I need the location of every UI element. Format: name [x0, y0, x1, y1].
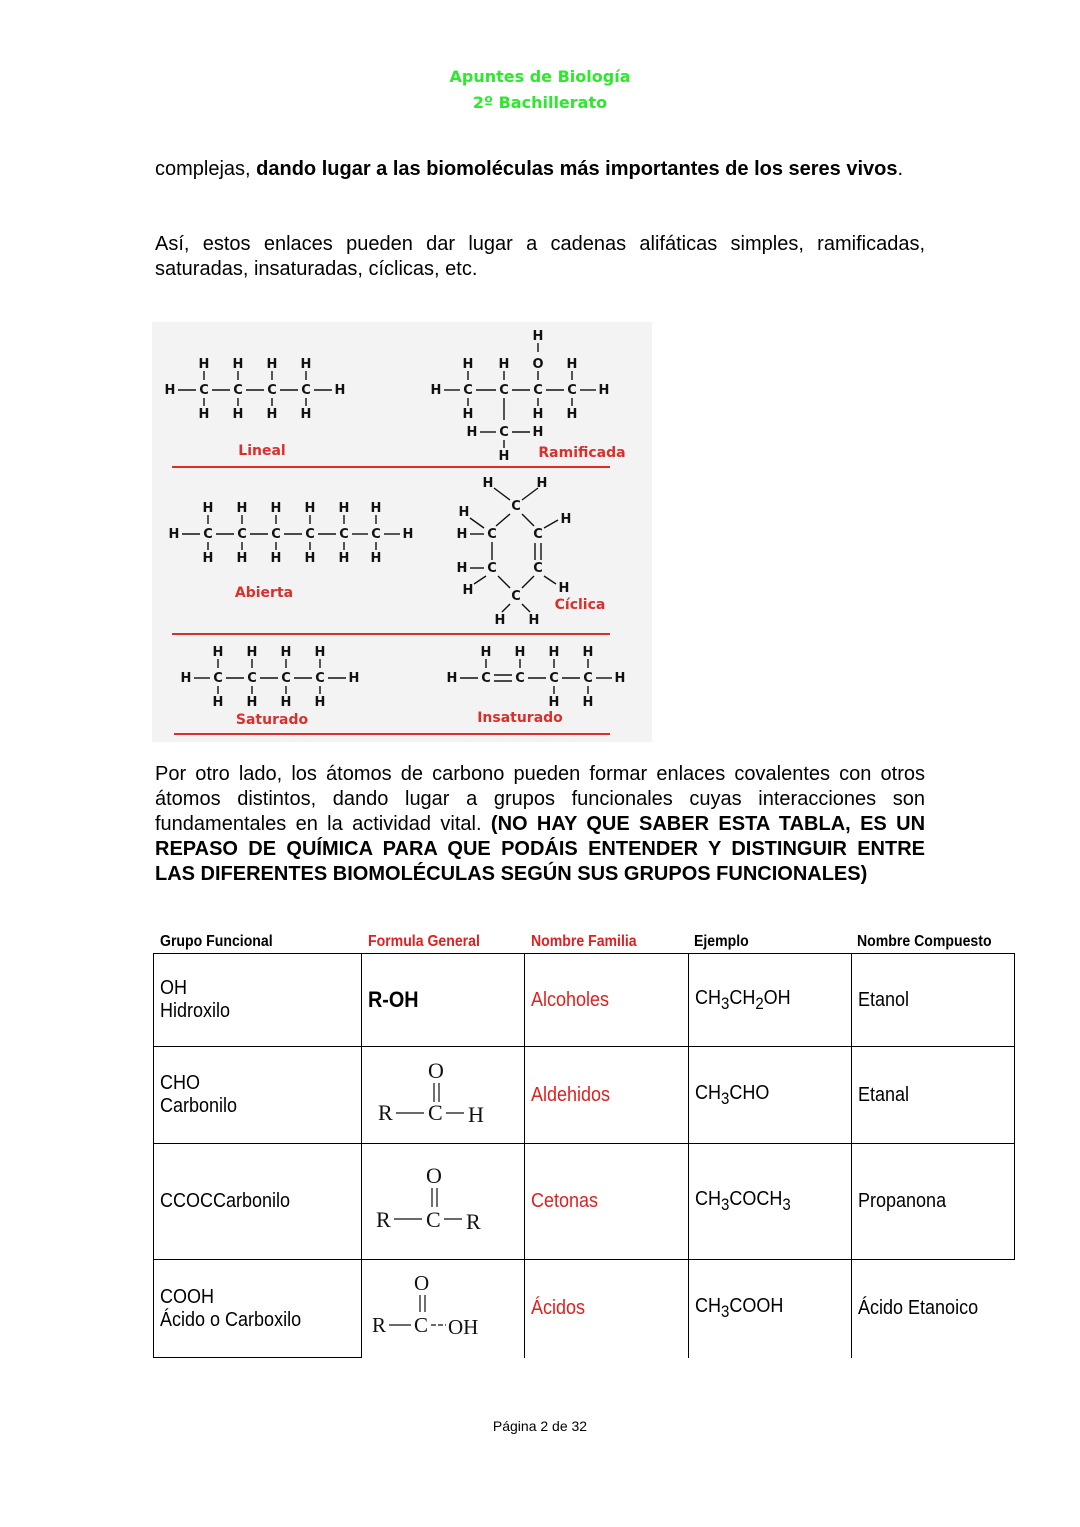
svg-text:H: H [548, 695, 560, 710]
table-row [154, 1260, 1015, 1358]
compound-name: Propanona [857, 1190, 946, 1212]
svg-text:H: H [370, 551, 382, 566]
svg-text:H: H [462, 407, 474, 422]
label-saturado: Saturado [235, 712, 309, 728]
svg-text:H: H [494, 613, 506, 628]
paragraph-3-bold: (NO HAY QUE SABER ESTA TABLA, ES UN REPASO DE QUÍMICA PARA QUE PODÁIS ENTENDER Y DISTINGUIR ENTRE LAS DIFERENTES BIOMOLÉCULAS SEGÚN SUS GRUPOS FUNCIONALES) [155, 813, 926, 885]
svg-text:H: H [462, 583, 474, 598]
group-code: COOH [160, 1285, 214, 1308]
svg-text:H: H [598, 383, 610, 398]
svg-text:H: H [198, 357, 210, 372]
svg-text:H: H [180, 671, 192, 686]
svg-text:H: H [270, 501, 282, 516]
compound-cell [851, 1144, 1014, 1260]
table-row [154, 1144, 1015, 1260]
header-grupo-funcional: Grupo Funcional [160, 933, 273, 950]
svg-text:H: H [168, 527, 180, 542]
example-formula: $CH_3COOH$ [694, 1295, 783, 1322]
header-formula-general: Formula General [368, 933, 480, 950]
carbon-chains-figure [152, 322, 652, 742]
svg-text:H: H [202, 551, 214, 566]
svg-text:H: H [212, 645, 224, 660]
svg-text:C: C [499, 425, 509, 440]
svg-text:H: H [314, 695, 326, 710]
svg-text:C: C [549, 671, 559, 686]
svg-text:C: C [281, 671, 291, 686]
svg-text:H: H [558, 581, 570, 596]
svg-text:C: C [481, 671, 491, 686]
svg-text:H: H [300, 407, 312, 422]
group-cell [154, 954, 362, 1047]
compound-cell [851, 1260, 1014, 1358]
family-cell [525, 1260, 688, 1358]
svg-text:H: H [304, 551, 316, 566]
formula-cell [362, 954, 525, 1047]
svg-text:H: H [566, 357, 578, 372]
svg-text:H: H [246, 695, 258, 710]
svg-text:H: H [482, 476, 494, 491]
svg-text:H: H [560, 512, 572, 527]
aldehyde-formula [368, 1052, 508, 1132]
paragraph-1-bold: dando lugar a las biomoléculas más importantes de los seres vivos [256, 158, 898, 180]
svg-text:H: H [280, 645, 292, 660]
family-name: Alcoholes [531, 988, 610, 1011]
svg-text:H: H [458, 505, 470, 520]
paragraph-1 [155, 157, 925, 182]
svg-text:R: R [378, 1100, 393, 1125]
svg-text:O: O [426, 1162, 443, 1188]
page-footer: Página 2 de 32 [492, 1418, 588, 1434]
svg-text:O: O [414, 1270, 430, 1295]
svg-text:H: H [164, 383, 176, 398]
svg-text:H: H [566, 407, 578, 422]
svg-text:H: H [334, 383, 346, 398]
svg-text:H: H [468, 1102, 485, 1127]
svg-text:H: H [536, 476, 548, 491]
group-code: CHO [160, 1072, 201, 1094]
svg-text:H: H [456, 527, 468, 542]
svg-text:H: H [370, 501, 382, 516]
svg-text:C: C [371, 527, 381, 542]
svg-text:C: C [533, 527, 543, 542]
family-name: Cetonas [531, 1190, 599, 1212]
table-header [160, 933, 1020, 955]
svg-text:H: H [446, 671, 458, 686]
svg-text:H: H [532, 425, 544, 440]
svg-text:C: C [533, 561, 543, 576]
svg-text:H: H [548, 645, 560, 660]
formula-cell [362, 1047, 525, 1144]
table-row [154, 1047, 1015, 1144]
svg-text:O: O [428, 1058, 445, 1083]
paragraph-1-end: . [897, 158, 904, 180]
svg-text:C: C [414, 1312, 429, 1337]
svg-text:H: H [280, 695, 292, 710]
group-code: OH [160, 977, 187, 999]
group-name: CCOCCarbonilo [160, 1190, 291, 1212]
svg-text:H: H [198, 407, 210, 422]
svg-text:O: O [532, 357, 544, 372]
compound-cell [851, 1047, 1014, 1144]
svg-text:H: H [314, 645, 326, 660]
compound-name: Etanol [857, 988, 909, 1011]
example-formula: $CH_3COCH_3$ [694, 1188, 791, 1214]
compound-cell [851, 954, 1014, 1047]
group-name: Ácido o Carboxilo [160, 1308, 302, 1331]
svg-text:C: C [487, 561, 497, 576]
svg-text:C: C [271, 527, 281, 542]
svg-text:H: H [514, 645, 526, 660]
svg-text:C: C [567, 383, 577, 398]
svg-text:C: C [305, 527, 315, 542]
svg-text:H: H [236, 551, 248, 566]
svg-text:H: H [236, 501, 248, 516]
svg-text:H: H [338, 551, 350, 566]
formula-cell [362, 1144, 525, 1260]
svg-text:H: H [348, 671, 360, 686]
header-title: Apuntes de Biología [449, 67, 631, 86]
svg-text:H: H [232, 407, 244, 422]
paragraph-2: Así, estos enlaces pueden dar lugar a cadenas alifáticas simples, ramificadas, saturadas, insaturadas, cíclicas, etc. [155, 233, 925, 280]
svg-text:C: C [315, 671, 325, 686]
family-cell [525, 1144, 688, 1260]
svg-text:H: H [270, 551, 282, 566]
example-cell [688, 1260, 851, 1358]
svg-text:C: C [511, 589, 521, 604]
group-cell [154, 1047, 362, 1144]
svg-text:H: H [498, 449, 510, 464]
example-cell [688, 1144, 851, 1260]
group-cell [154, 1260, 362, 1358]
group-name: Hidroxilo [160, 1000, 231, 1022]
svg-text:C: C [428, 1100, 443, 1125]
svg-text:H: H [338, 501, 350, 516]
svg-text:H: H [582, 695, 594, 710]
svg-text:H: H [498, 357, 510, 372]
svg-text:H: H [462, 357, 474, 372]
svg-text:H: H [582, 645, 594, 660]
carboxylic-acid-formula [368, 1268, 508, 1344]
header-ejemplo: Ejemplo [694, 933, 749, 950]
svg-text:H: H [202, 501, 214, 516]
label-abierta: Abierta [234, 585, 294, 601]
svg-text:R: R [372, 1312, 387, 1337]
compound-name: Etanal [857, 1083, 909, 1106]
svg-text:C: C [426, 1206, 441, 1232]
svg-text:H: H [614, 671, 626, 686]
svg-text:H: H [430, 383, 442, 398]
compound-name: Ácido Etanoico [857, 1297, 978, 1320]
svg-text:C: C [511, 499, 521, 514]
svg-text:C: C [247, 671, 257, 686]
svg-text:C: C [583, 671, 593, 686]
svg-text:H: H [300, 357, 312, 372]
svg-text:H: H [266, 407, 278, 422]
svg-text:H: H [266, 357, 278, 372]
svg-text:R: R [376, 1206, 391, 1232]
table-row [154, 954, 1015, 1047]
svg-text:C: C [213, 671, 223, 686]
example-formula: $CH_3CH_2OH$ [694, 986, 791, 1013]
label-insaturado: Insaturado [477, 710, 563, 726]
svg-text:H: H [402, 527, 414, 542]
example-cell [688, 954, 851, 1047]
paragraph-3 [155, 762, 925, 887]
formula-text: R-OH [368, 987, 419, 1012]
svg-text:C: C [233, 383, 243, 398]
header-nombre-compuesto: Nombre Compuesto [857, 933, 992, 950]
example-cell [688, 1047, 851, 1144]
svg-text:C: C [339, 527, 349, 542]
svg-text:H: H [532, 329, 544, 344]
svg-text:C: C [267, 383, 277, 398]
svg-text:C: C [463, 383, 473, 398]
family-cell [525, 954, 688, 1047]
svg-text:C: C [199, 383, 209, 398]
svg-text:H: H [480, 645, 492, 660]
svg-text:C: C [515, 671, 525, 686]
svg-text:H: H [528, 613, 540, 628]
group-cell [154, 1144, 362, 1260]
header-nombre-familia: Nombre Familia [531, 933, 637, 950]
formula-cell [362, 1260, 525, 1358]
svg-text:H: H [456, 561, 468, 576]
functional-groups-table [153, 953, 1015, 1358]
ketone-formula [368, 1159, 508, 1239]
label-ciclica: Cíclica [554, 597, 606, 613]
label-ramificada: Ramificada [538, 445, 626, 461]
svg-text:H: H [304, 501, 316, 516]
svg-text:R: R [466, 1208, 481, 1234]
paragraph-1-text: complejas, [155, 158, 257, 180]
group-name: Carbonilo [160, 1095, 238, 1117]
page-header [0, 64, 1080, 116]
svg-text:C: C [237, 527, 247, 542]
family-name: Aldehidos [531, 1083, 611, 1106]
svg-text:H: H [532, 407, 544, 422]
svg-text:H: H [212, 695, 224, 710]
header-subtitle: 2º Bachillerato [472, 93, 608, 112]
family-cell [525, 1047, 688, 1144]
svg-text:C: C [487, 527, 497, 542]
svg-text:OH: OH [448, 1314, 479, 1339]
svg-text:C: C [533, 383, 543, 398]
svg-text:H: H [466, 425, 478, 440]
svg-text:C: C [301, 383, 311, 398]
family-name: Ácidos [531, 1297, 586, 1320]
example-formula: $CH_3CHO$ [694, 1081, 769, 1108]
label-lineal: Lineal [238, 443, 286, 459]
svg-text:C: C [203, 527, 213, 542]
svg-text:H: H [246, 645, 258, 660]
svg-text:C: C [499, 383, 509, 398]
paragraph-3-text: Por otro lado, los átomos de carbono pueden formar enlaces covalentes con otros átomos distintos, dando lugar a grupos funcionales cuyas interacciones son fundamentales en la actividad vital. [155, 763, 925, 835]
svg-text:H: H [232, 357, 244, 372]
